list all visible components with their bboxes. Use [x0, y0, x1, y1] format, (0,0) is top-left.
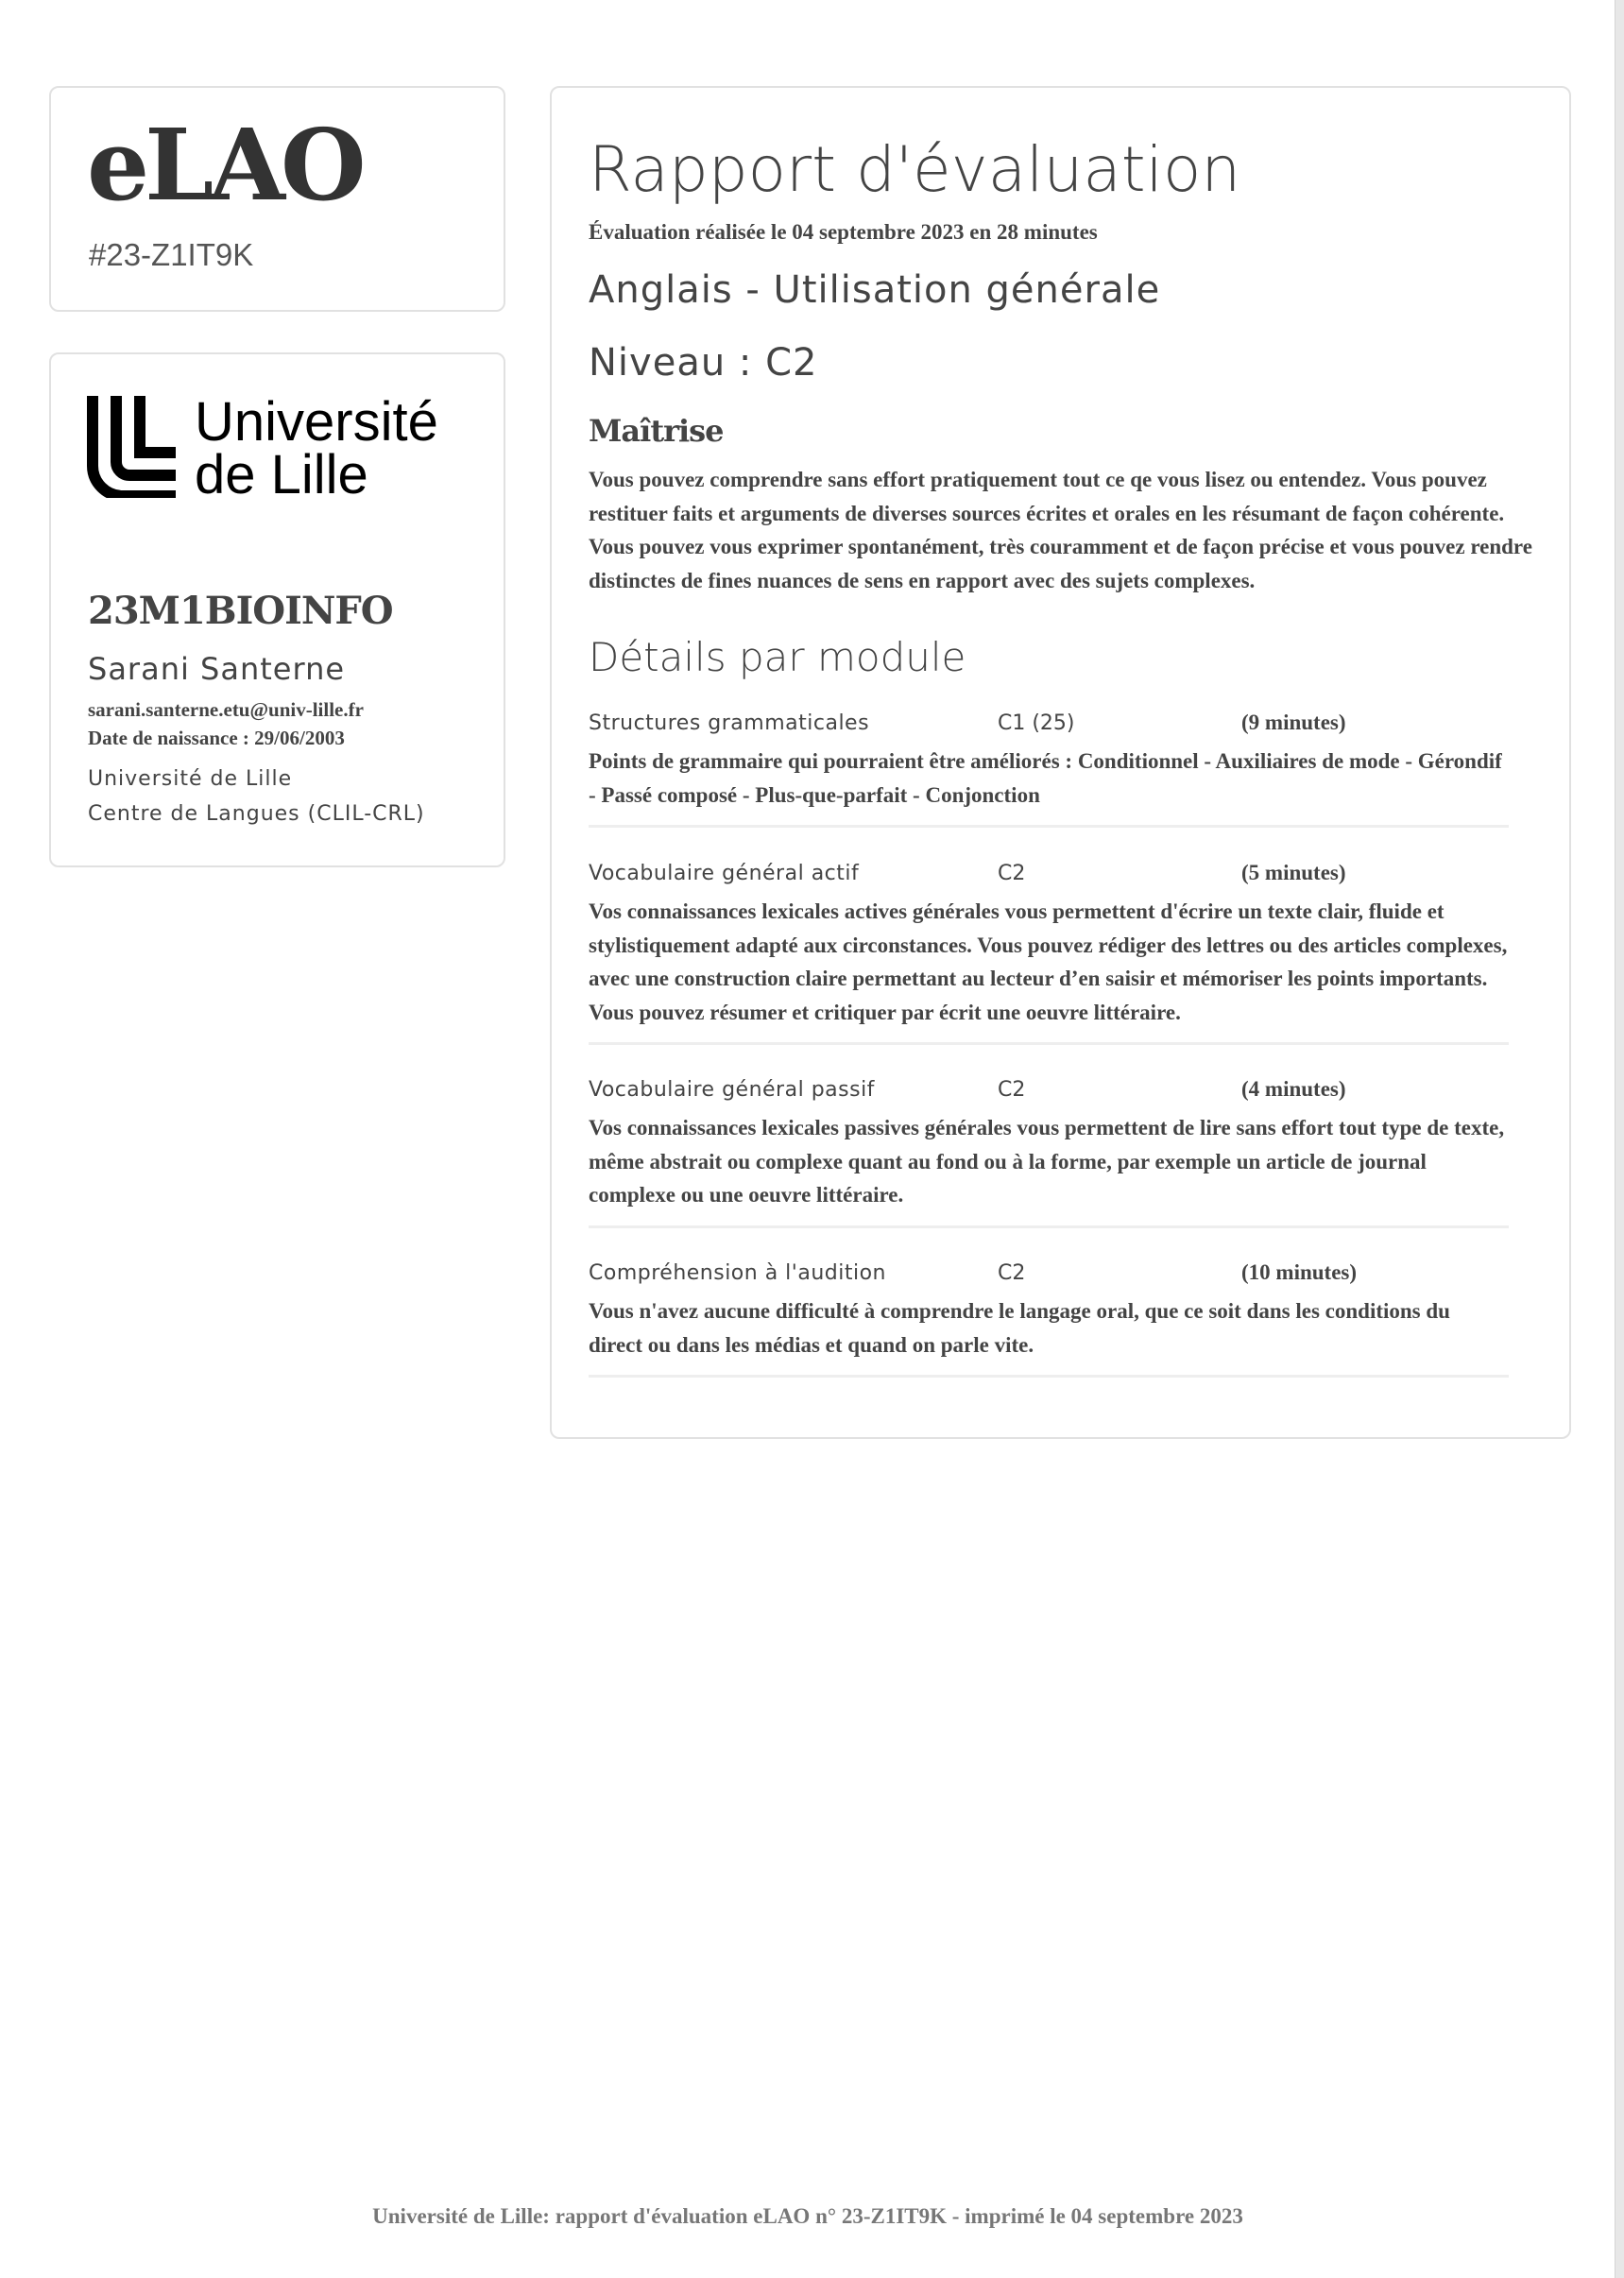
module-name: Vocabulaire général passif	[589, 1078, 875, 1102]
modules-heading: Détails par module	[589, 634, 966, 680]
module-level: C2	[998, 1078, 1026, 1102]
mastery-heading: Maîtrise	[589, 413, 724, 449]
university-logo	[87, 391, 474, 505]
module-header	[589, 708, 1509, 736]
student-email: sarani.santerne.etu@univ-lille.fr	[88, 698, 364, 721]
report-card	[550, 86, 1571, 1439]
module-name: Vocabulaire général actif	[589, 862, 860, 885]
module-item	[589, 1258, 1509, 1378]
module-duration: (9 minutes)	[1241, 711, 1346, 734]
brand-title: eLAO	[87, 107, 362, 223]
student-department: Centre de Langues (CLIL-CRL)	[88, 802, 425, 826]
module-duration: (5 minutes)	[1241, 861, 1346, 884]
module-level: C1 (25)	[998, 711, 1075, 735]
student-organization: Université de Lille	[88, 767, 293, 791]
module-description: Vous n'avez aucune difficulté à comprendre le langage oral, que ce soit dans les conditions du direct ou dans les médias et quand on parle vite.	[589, 1299, 1450, 1357]
report-id: #23-Z1IT9K	[89, 237, 254, 272]
university-logo-line-1: Université	[195, 391, 438, 453]
page-scrollbar[interactable]	[1615, 0, 1624, 2278]
module-item	[589, 708, 1509, 828]
student-name: Sarani Santerne	[88, 651, 346, 687]
student-card	[49, 352, 505, 867]
module-header	[589, 1074, 1509, 1103]
universite-de-lille-logo-icon	[87, 396, 176, 498]
mastery-description: Vous pouvez comprendre sans effort pratiquement tout ce qe vous lisez ou entendez. Vous pouvez restituer faits et arguments de diverses sources écrites et orales en les résumant de façon cohérente. Vous pouvez vous exprimer spontanément, très couramment et de façon précise et vous pouvez rendre distinctes de fines nuances de sens en rapport avec des sujets complexes.	[589, 468, 1532, 592]
report-subject: Anglais - Utilisation générale	[589, 268, 1161, 312]
module-duration: (4 minutes)	[1241, 1077, 1346, 1101]
module-name: Compréhension à l'audition	[589, 1261, 886, 1285]
module-item	[589, 1074, 1509, 1228]
module-description: Points de grammaire qui pourraient être améliorés : Conditionnel - Auxiliaires de mode - Gérondif - Passé composé - Plus-que-parfait - Conjonction	[589, 749, 1502, 807]
university-logo-line-2: de Lille	[195, 444, 368, 505]
page-footer: Université de Lille: rapport d'évaluation eLAO n° 23-Z1IT9K - imprimé le 04 septembre 2023	[372, 2204, 1243, 2228]
module-item	[589, 858, 1509, 1045]
module-description: Vos connaissances lexicales actives générales vous permettent d'écrire un texte clair, fluide et stylistiquement adapté aux circonstances. Vous pouvez rédiger des lettres ou des articles complexes, avec une construction claire permettant au lecteur d’en saisir et mémoriser les points importants. Vous pouvez résumer et critiquer par écrit une oeuvre littéraire.	[589, 899, 1508, 1024]
module-description: Vos connaissances lexicales passives générales vous permettent de lire sans effort tout type de texte, même abstrait ou complexe quant au fond ou à la forme, par exemple un article de journal complexe ou une oeuvre littéraire.	[589, 1116, 1505, 1207]
report-subtitle: Évaluation réalisée le 04 septembre 2023 en 28 minutes	[589, 220, 1098, 244]
module-level: C2	[998, 1261, 1026, 1285]
module-header	[589, 858, 1509, 886]
report-level: Niveau : C2	[589, 341, 818, 385]
module-duration: (10 minutes)	[1241, 1260, 1358, 1284]
university-logo-text	[195, 391, 438, 505]
student-birthdate: Date de naissance : 29/06/2003	[88, 727, 345, 749]
report-title: Rapport d'évaluation	[589, 133, 1241, 206]
module-name: Structures grammaticales	[589, 711, 870, 735]
brand-card	[49, 86, 505, 312]
module-header	[589, 1258, 1509, 1286]
module-level: C2	[998, 862, 1026, 885]
student-group: 23M1BIOINFO	[88, 589, 393, 633]
